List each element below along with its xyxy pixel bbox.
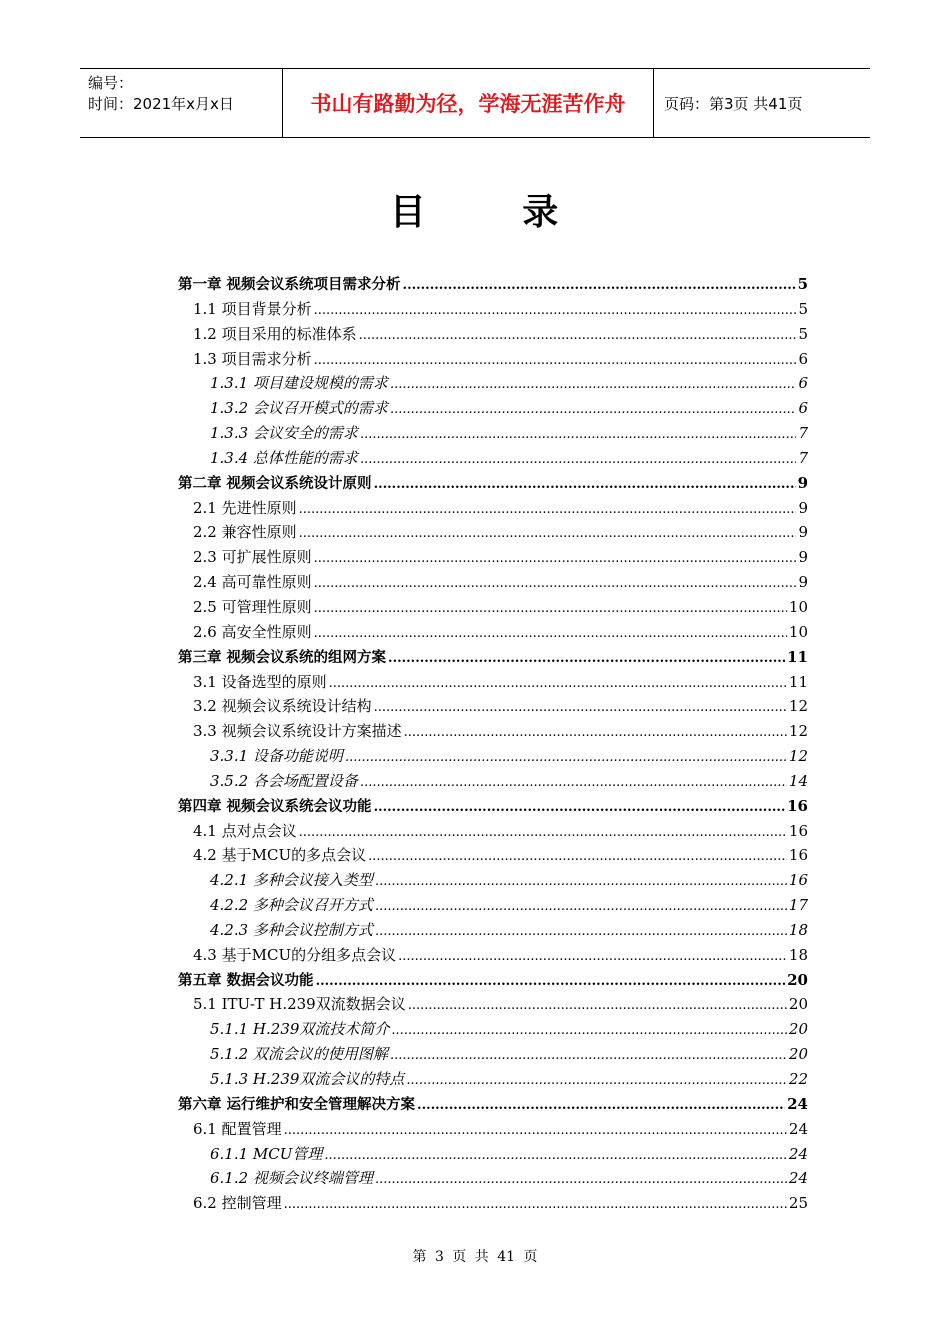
toc-entry-page: 16 bbox=[788, 846, 808, 865]
toc-entry-page: 9 bbox=[797, 473, 808, 492]
toc-entry-label: 第六章 运行维护和安全管理解决方案 bbox=[178, 1096, 416, 1113]
toc-leader-dots bbox=[390, 1045, 787, 1063]
toc-entry-page: 12 bbox=[788, 697, 808, 716]
toc-entry-label: 1.3.1 项目建设规模的需求 bbox=[210, 374, 388, 393]
toc-entry[interactable] bbox=[176, 695, 808, 720]
toc-entry[interactable] bbox=[176, 795, 808, 820]
toc-leader-dots bbox=[374, 697, 787, 715]
toc-leader-dots bbox=[390, 374, 797, 392]
toc-entry-label: 4.2.3 多种会议控制方式 bbox=[210, 920, 373, 939]
toc-entry-label: 1.1 项目背景分析 bbox=[193, 299, 312, 318]
toc-entry[interactable] bbox=[176, 397, 808, 422]
toc-entry[interactable] bbox=[176, 323, 808, 348]
toc-entry[interactable] bbox=[176, 422, 808, 447]
toc-entry[interactable] bbox=[176, 571, 808, 596]
toc-leader-dots bbox=[375, 921, 787, 939]
toc-entry[interactable] bbox=[176, 447, 808, 472]
toc-entry-label: 5.1.1 H.239双流技术简介 bbox=[210, 1020, 390, 1039]
toc-entry-page: 11 bbox=[787, 647, 808, 666]
toc-entry[interactable] bbox=[176, 1068, 808, 1093]
toc-entry[interactable] bbox=[176, 894, 808, 919]
toc-entry-label: 4.2.2 多种会议召开方式 bbox=[210, 896, 373, 915]
toc-entry-label: 2.1 先进性原则 bbox=[193, 498, 297, 517]
toc-entry[interactable] bbox=[176, 919, 808, 944]
toc-leader-dots bbox=[391, 1020, 786, 1038]
toc-entry-page: 5 bbox=[798, 299, 808, 318]
toc-entry[interactable] bbox=[176, 993, 808, 1018]
toc-leader-dots bbox=[388, 648, 785, 666]
toc-entry-label: 1.3.3 会议安全的需求 bbox=[210, 424, 358, 443]
toc-entry-page: 6 bbox=[798, 374, 808, 393]
toc-leader-dots bbox=[359, 325, 797, 343]
toc-entry-label: 第四章 视频会议系统会议功能 bbox=[178, 798, 372, 815]
toc-entry-label: 4.3 基于MCU的分组多点会议 bbox=[193, 945, 397, 964]
toc-entry-label: 6.1.2 视频会议终端管理 bbox=[210, 1169, 373, 1188]
toc-entry-label: 3.5.2 各会场配置设备 bbox=[210, 771, 358, 790]
toc-entry-label: 5.1.3 H.239双流会议的特点 bbox=[210, 1070, 405, 1088]
toc-leader-dots bbox=[324, 1145, 786, 1163]
toc-entry-page: 24 bbox=[787, 1094, 808, 1113]
toc-entry-page: 6 bbox=[798, 349, 808, 368]
toc-entry-page: 5 bbox=[797, 275, 808, 293]
toc-entry-page: 9 bbox=[798, 573, 808, 592]
toc-entry-label: 2.3 可扩展性原则 bbox=[193, 548, 312, 567]
toc-entry-page: 16 bbox=[787, 796, 808, 815]
toc-entry-page: 18 bbox=[788, 945, 808, 964]
toc-entry-label: 5.1 ITU-T H.239双流数据会议 bbox=[193, 995, 406, 1014]
toc-leader-dots bbox=[375, 1169, 787, 1187]
toc-entry[interactable] bbox=[176, 546, 808, 571]
toc-entry[interactable] bbox=[176, 596, 808, 621]
header-page-info: 页码：第3页 共41页 bbox=[664, 94, 803, 113]
toc-entry[interactable] bbox=[176, 273, 808, 298]
toc-leader-dots bbox=[417, 1095, 785, 1113]
toc-entry-label: 4.1 点对点会议 bbox=[193, 821, 297, 840]
toc-leader-dots bbox=[314, 300, 797, 318]
toc-entry-label: 4.2.1 多种会议接入类型 bbox=[210, 871, 373, 890]
header-meta bbox=[80, 69, 282, 137]
toc-leader-dots bbox=[314, 573, 797, 591]
toc-entry[interactable] bbox=[176, 348, 808, 373]
toc-entry-page: 20 bbox=[788, 995, 808, 1014]
toc-entry[interactable] bbox=[176, 497, 808, 522]
toc-entry-label: 2.4 高可靠性原则 bbox=[193, 573, 312, 592]
toc-entry-label: 1.3.4 总体性能的需求 bbox=[210, 448, 358, 467]
toc-leader-dots bbox=[375, 871, 787, 889]
toc-entry-label: 1.3.2 会议召开模式的需求 bbox=[210, 399, 388, 418]
toc-entry-page: 10 bbox=[788, 622, 808, 641]
toc-leader-dots bbox=[284, 1194, 787, 1212]
toc-leader-dots bbox=[408, 995, 787, 1013]
toc-entry[interactable] bbox=[176, 969, 808, 994]
toc-entry-page: 9 bbox=[798, 523, 808, 542]
toc-entry-label: 第二章 视频会议系统设计原则 bbox=[178, 475, 372, 492]
toc-entry[interactable] bbox=[176, 944, 808, 969]
toc-leader-dots bbox=[374, 797, 786, 815]
toc-entry[interactable] bbox=[176, 521, 808, 546]
toc-entry-label: 3.1 设备选型的原则 bbox=[193, 672, 327, 691]
toc-leader-dots bbox=[406, 1070, 786, 1088]
toc-entry-page: 24 bbox=[788, 1169, 808, 1188]
date-label: 时间：2021年x月x日 bbox=[88, 95, 234, 113]
toc-leader-dots bbox=[299, 822, 787, 840]
toc-entry-page: 9 bbox=[798, 548, 808, 567]
toc-entry-page: 7 bbox=[798, 448, 808, 467]
toc-entry-page: 5 bbox=[798, 324, 808, 343]
toc-entry-label: 1.2 项目采用的标准体系 bbox=[193, 324, 357, 343]
toc-entry[interactable] bbox=[176, 1093, 808, 1118]
toc-entry[interactable] bbox=[176, 1167, 808, 1192]
page-header bbox=[80, 68, 870, 138]
toc-entry[interactable] bbox=[176, 298, 808, 323]
toc-leader-dots bbox=[360, 772, 787, 790]
toc-entry-page: 12 bbox=[788, 747, 808, 766]
toc-entry-page: 18 bbox=[788, 920, 808, 939]
toc-leader-dots bbox=[314, 623, 787, 641]
toc-leader-dots bbox=[314, 598, 787, 616]
toc-entry[interactable] bbox=[176, 820, 808, 845]
toc-entry-label: 6.1 配置管理 bbox=[193, 1119, 282, 1138]
toc-entry[interactable] bbox=[176, 671, 808, 696]
toc-entry-page: 25 bbox=[788, 1194, 808, 1213]
toc-entry[interactable] bbox=[176, 1043, 808, 1068]
toc-entry-label: 2.6 高安全性原则 bbox=[193, 622, 312, 641]
toc-entry-page: 6 bbox=[798, 399, 808, 418]
toc-entry[interactable] bbox=[176, 472, 808, 497]
toc-entry-label: 3.2 视频会议系统设计结构 bbox=[193, 697, 372, 716]
toc-entry-label: 6.2 控制管理 bbox=[193, 1194, 282, 1213]
toc-entry-page: 14 bbox=[788, 771, 808, 790]
toc-entry[interactable] bbox=[176, 621, 808, 646]
toc-entry-page: 9 bbox=[798, 498, 808, 517]
toc-entry-label: 2.2 兼容性原则 bbox=[193, 523, 297, 542]
toc-leader-dots bbox=[299, 523, 797, 541]
toc-entry-label: 2.5 可管理性原则 bbox=[193, 597, 312, 616]
toc-entry-page: 20 bbox=[788, 1045, 808, 1064]
toc-entry-page: 11 bbox=[788, 672, 808, 691]
toc-entry-page: 12 bbox=[788, 722, 808, 741]
toc-entry[interactable] bbox=[176, 1118, 808, 1143]
toc-entry[interactable] bbox=[176, 770, 808, 795]
toc-entry[interactable] bbox=[176, 844, 808, 869]
toc-entry-page: 17 bbox=[788, 896, 808, 915]
toc-leader-dots bbox=[299, 499, 797, 517]
toc-leader-dots bbox=[404, 722, 787, 740]
toc-leader-dots bbox=[390, 399, 797, 417]
toc-entry-label: 3.3.1 设备功能说明 bbox=[210, 747, 343, 766]
toc-leader-dots bbox=[403, 275, 796, 293]
toc-entry-label: 第一章 视频会议系统项目需求分析 bbox=[178, 277, 401, 293]
toc-entry-page: 24 bbox=[788, 1119, 808, 1138]
table-of-contents bbox=[176, 273, 808, 1217]
toc-leader-dots bbox=[284, 1120, 787, 1138]
toc-entry-page: 16 bbox=[788, 871, 808, 890]
toc-entry-label: 1.3 项目需求分析 bbox=[193, 349, 312, 368]
toc-entry-label: 4.2 基于MCU的多点会议 bbox=[193, 846, 367, 865]
toc-entry-label: 第三章 视频会议系统的组网方案 bbox=[178, 649, 387, 666]
toc-leader-dots bbox=[360, 424, 797, 442]
toc-entry[interactable] bbox=[176, 720, 808, 745]
toc-leader-dots bbox=[375, 896, 787, 914]
toc-entry-page: 16 bbox=[788, 821, 808, 840]
toc-entry-page: 20 bbox=[788, 1020, 808, 1039]
toc-leader-dots bbox=[374, 474, 796, 492]
toc-entry[interactable] bbox=[176, 1143, 808, 1168]
toc-leader-dots bbox=[329, 673, 787, 691]
toc-entry-page: 10 bbox=[788, 597, 808, 616]
toc-entry[interactable] bbox=[176, 646, 808, 671]
page-title: 目 录 bbox=[389, 191, 601, 233]
toc-entry[interactable] bbox=[176, 869, 808, 894]
toc-leader-dots bbox=[360, 449, 797, 467]
toc-entry-label: 3.3 视频会议系统设计方案描述 bbox=[193, 722, 402, 741]
toc-entry[interactable] bbox=[176, 1192, 808, 1217]
toc-leader-dots bbox=[314, 548, 797, 566]
header-motto: 书山有路勤为径，学海无涯苦作舟 bbox=[282, 69, 654, 137]
toc-leader-dots bbox=[314, 350, 797, 368]
toc-leader-dots bbox=[368, 846, 787, 864]
toc-entry-label: 5.1.2 双流会议的使用图解 bbox=[210, 1045, 388, 1064]
toc-entry-page: 22 bbox=[788, 1070, 808, 1088]
toc-leader-dots bbox=[398, 946, 787, 964]
toc-entry[interactable] bbox=[176, 372, 808, 397]
page-footer: 第 3 页 共 41 页 bbox=[412, 1249, 538, 1265]
toc-leader-dots bbox=[345, 747, 787, 765]
toc-entry-label: 6.1.1 MCU管理 bbox=[210, 1144, 323, 1163]
toc-leader-dots bbox=[316, 971, 786, 989]
toc-entry-page: 20 bbox=[787, 970, 808, 989]
toc-entry-page: 24 bbox=[788, 1144, 808, 1163]
serial-label: 编号： bbox=[88, 74, 134, 92]
toc-entry[interactable] bbox=[176, 1018, 808, 1043]
toc-entry-label: 第五章 数据会议功能 bbox=[178, 972, 314, 989]
toc-entry-page: 7 bbox=[798, 424, 808, 443]
toc-entry[interactable] bbox=[176, 745, 808, 770]
